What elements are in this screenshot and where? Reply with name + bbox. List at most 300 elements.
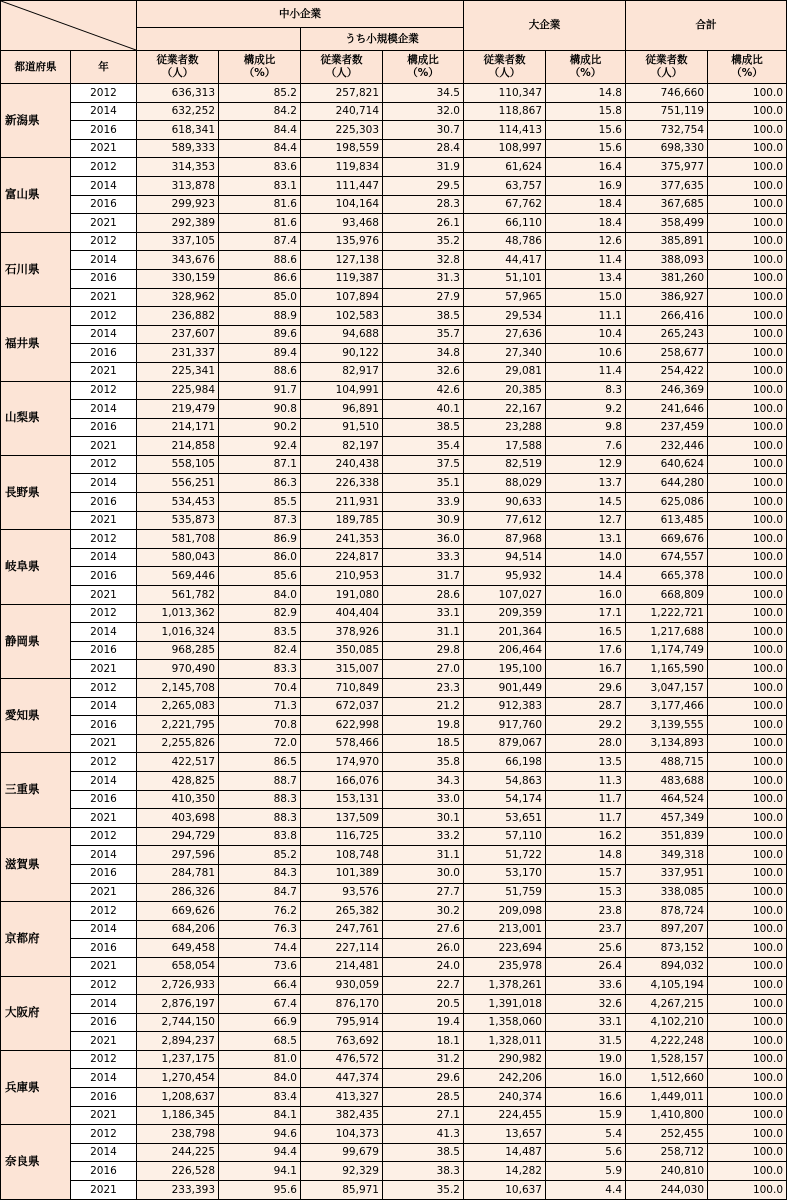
prefecture-cell: 三重県 (1, 753, 71, 827)
value-cell: 15.0 (546, 288, 626, 307)
value-cell: 95.6 (219, 1181, 301, 1200)
value-cell: 3,134,893 (626, 734, 708, 753)
value-cell: 328,962 (137, 288, 219, 307)
value-cell: 18.1 (383, 1032, 464, 1051)
value-cell: 100.0 (708, 1013, 787, 1032)
value-cell: 2,876,197 (137, 995, 219, 1014)
table-row (1, 679, 787, 698)
year-cell: 2014 (71, 623, 137, 642)
value-cell: 100.0 (708, 158, 787, 177)
value-cell: 580,043 (137, 548, 219, 567)
value-cell: 214,858 (137, 437, 219, 456)
value-cell: 483,688 (626, 771, 708, 790)
header-pref: 都道府県 (1, 51, 71, 84)
value-cell: 73.6 (219, 957, 301, 976)
value-cell: 35.4 (383, 437, 464, 456)
value-cell: 57,965 (464, 288, 546, 307)
value-cell: 84.3 (219, 864, 301, 883)
value-cell: 4.4 (546, 1181, 626, 1200)
value-cell: 100.0 (708, 1181, 787, 1200)
year-cell: 2016 (71, 418, 137, 437)
value-cell: 2,894,237 (137, 1032, 219, 1051)
value-cell: 32.6 (546, 995, 626, 1014)
value-cell: 556,251 (137, 474, 219, 493)
value-cell: 137,509 (301, 809, 383, 828)
value-cell: 14.4 (546, 567, 626, 586)
value-cell: 314,353 (137, 158, 219, 177)
value-cell: 558,105 (137, 455, 219, 474)
value-cell: 29.2 (546, 716, 626, 735)
table-row (1, 195, 787, 214)
value-cell: 668,809 (626, 586, 708, 605)
value-cell: 26.4 (546, 957, 626, 976)
value-cell: 1,270,454 (137, 1069, 219, 1088)
value-cell: 214,481 (301, 957, 383, 976)
value-cell: 403,698 (137, 809, 219, 828)
year-cell: 2021 (71, 734, 137, 753)
header-total-employees: 従業者数 （人） (626, 51, 708, 84)
table-row (1, 381, 787, 400)
table-row (1, 1050, 787, 1069)
value-cell: 102,583 (301, 307, 383, 326)
value-cell: 104,164 (301, 195, 383, 214)
value-cell: 24.0 (383, 957, 464, 976)
value-cell: 76.3 (219, 920, 301, 939)
value-cell: 14,282 (464, 1162, 546, 1181)
value-cell: 100.0 (708, 530, 787, 549)
value-cell: 91.7 (219, 381, 301, 400)
value-cell: 100.0 (708, 288, 787, 307)
value-cell: 225,303 (301, 121, 383, 140)
prefecture-cell: 富山県 (1, 158, 71, 232)
value-cell: 82.4 (219, 641, 301, 660)
value-cell: 581,708 (137, 530, 219, 549)
value-cell: 5.6 (546, 1143, 626, 1162)
value-cell: 100.0 (708, 121, 787, 140)
year-cell: 2014 (71, 251, 137, 270)
value-cell: 410,350 (137, 790, 219, 809)
value-cell: 88.9 (219, 307, 301, 326)
value-cell: 286,326 (137, 883, 219, 902)
value-cell: 95,932 (464, 567, 546, 586)
year-cell: 2021 (71, 214, 137, 233)
year-cell: 2021 (71, 288, 137, 307)
value-cell: 14.5 (546, 493, 626, 512)
year-cell: 2012 (71, 902, 137, 921)
value-cell: 5.4 (546, 1125, 626, 1144)
year-cell: 2012 (71, 1125, 137, 1144)
table-row (1, 697, 787, 716)
value-cell: 84.4 (219, 139, 301, 158)
value-cell: 578,466 (301, 734, 383, 753)
year-cell: 2016 (71, 1088, 137, 1107)
year-cell: 2012 (71, 530, 137, 549)
value-cell: 88,029 (464, 474, 546, 493)
value-cell: 665,378 (626, 567, 708, 586)
value-cell: 201,364 (464, 623, 546, 642)
value-cell: 30.2 (383, 902, 464, 921)
value-cell: 13.7 (546, 474, 626, 493)
table-row (1, 344, 787, 363)
table-row (1, 660, 787, 679)
year-cell: 2021 (71, 1032, 137, 1051)
value-cell: 15.3 (546, 883, 626, 902)
value-cell: 644,280 (626, 474, 708, 493)
value-cell: 30.9 (383, 511, 464, 530)
value-cell: 100.0 (708, 307, 787, 326)
value-cell: 9.2 (546, 400, 626, 419)
value-cell: 100.0 (708, 1143, 787, 1162)
value-cell: 299,923 (137, 195, 219, 214)
year-cell: 2021 (71, 660, 137, 679)
value-cell: 54,174 (464, 790, 546, 809)
value-cell: 1,512,660 (626, 1069, 708, 1088)
value-cell: 33.6 (546, 976, 626, 995)
value-cell: 211,931 (301, 493, 383, 512)
value-cell: 100.0 (708, 567, 787, 586)
table-row (1, 809, 787, 828)
value-cell: 22.7 (383, 976, 464, 995)
value-cell: 100.0 (708, 84, 787, 103)
value-cell: 258,712 (626, 1143, 708, 1162)
value-cell: 1,358,060 (464, 1013, 546, 1032)
value-cell: 351,839 (626, 827, 708, 846)
table-row (1, 530, 787, 549)
value-cell: 252,455 (626, 1125, 708, 1144)
value-cell: 224,817 (301, 548, 383, 567)
value-cell: 1,237,175 (137, 1050, 219, 1069)
value-cell: 100.0 (708, 362, 787, 381)
value-cell: 100.0 (708, 697, 787, 716)
value-cell: 244,030 (626, 1181, 708, 1200)
value-cell: 87.1 (219, 455, 301, 474)
value-cell: 378,926 (301, 623, 383, 642)
value-cell: 93,468 (301, 214, 383, 233)
table-row (1, 307, 787, 326)
value-cell: 11.3 (546, 771, 626, 790)
header-small-ratio: 構成比 （%） (383, 51, 464, 84)
value-cell: 1,174,749 (626, 641, 708, 660)
value-cell: 100.0 (708, 679, 787, 698)
value-cell: 23.8 (546, 902, 626, 921)
value-cell: 12.9 (546, 455, 626, 474)
value-cell: 19.8 (383, 716, 464, 735)
value-cell: 82,197 (301, 437, 383, 456)
value-cell: 3,139,555 (626, 716, 708, 735)
value-cell: 1,222,721 (626, 604, 708, 623)
value-cell: 116,725 (301, 827, 383, 846)
value-cell: 27.9 (383, 288, 464, 307)
value-cell: 254,422 (626, 362, 708, 381)
value-cell: 85,971 (301, 1181, 383, 1200)
table-row (1, 1069, 787, 1088)
value-cell: 35.2 (383, 232, 464, 251)
value-cell: 31.7 (383, 567, 464, 586)
table-row (1, 1013, 787, 1032)
value-cell: 100.0 (708, 883, 787, 902)
table-row (1, 232, 787, 251)
table-row (1, 474, 787, 493)
value-cell: 100.0 (708, 232, 787, 251)
value-cell: 14,487 (464, 1143, 546, 1162)
year-cell: 2014 (71, 474, 137, 493)
year-cell: 2014 (71, 771, 137, 790)
value-cell: 746,660 (626, 84, 708, 103)
value-cell: 386,927 (626, 288, 708, 307)
table-row (1, 734, 787, 753)
value-cell: 33.1 (383, 604, 464, 623)
value-cell: 1,391,018 (464, 995, 546, 1014)
value-cell: 83.4 (219, 1088, 301, 1107)
value-cell: 108,748 (301, 846, 383, 865)
value-cell: 258,677 (626, 344, 708, 363)
value-cell: 100.0 (708, 139, 787, 158)
year-cell: 2016 (71, 493, 137, 512)
prefecture-cell: 愛知県 (1, 679, 71, 753)
value-cell: 86.0 (219, 548, 301, 567)
value-cell: 14.8 (546, 84, 626, 103)
value-cell: 240,438 (301, 455, 383, 474)
prefecture-cell: 長野県 (1, 455, 71, 529)
value-cell: 90,633 (464, 493, 546, 512)
value-cell: 33.9 (383, 493, 464, 512)
value-cell: 34.8 (383, 344, 464, 363)
header-total-ratio: 構成比 （%） (708, 51, 787, 84)
value-cell: 422,517 (137, 753, 219, 772)
value-cell: 238,798 (137, 1125, 219, 1144)
value-cell: 2,255,826 (137, 734, 219, 753)
value-cell: 240,714 (301, 102, 383, 121)
value-cell: 90.2 (219, 418, 301, 437)
value-cell: 28.4 (383, 139, 464, 158)
value-cell: 74.4 (219, 939, 301, 958)
value-cell: 290,982 (464, 1050, 546, 1069)
value-cell: 10.6 (546, 344, 626, 363)
value-cell: 29.8 (383, 641, 464, 660)
value-cell: 27.6 (383, 920, 464, 939)
value-cell: 9.8 (546, 418, 626, 437)
value-cell: 84.7 (219, 883, 301, 902)
table-row (1, 567, 787, 586)
value-cell: 457,349 (626, 809, 708, 828)
value-cell: 1,528,157 (626, 1050, 708, 1069)
value-cell: 31.5 (546, 1032, 626, 1051)
value-cell: 214,171 (137, 418, 219, 437)
value-cell: 12.6 (546, 232, 626, 251)
value-cell: 67,762 (464, 195, 546, 214)
value-cell: 100.0 (708, 623, 787, 642)
value-cell: 35.8 (383, 753, 464, 772)
value-cell: 100.0 (708, 418, 787, 437)
header-small: うち小規模企業 (301, 28, 464, 51)
value-cell: 29.5 (383, 176, 464, 195)
value-cell: 206,464 (464, 641, 546, 660)
value-cell: 18.4 (546, 214, 626, 233)
value-cell: 658,054 (137, 957, 219, 976)
prefecture-cell: 静岡県 (1, 604, 71, 678)
value-cell: 377,635 (626, 176, 708, 195)
value-cell: 89.4 (219, 344, 301, 363)
year-cell: 2016 (71, 344, 137, 363)
value-cell: 226,338 (301, 474, 383, 493)
value-cell: 241,353 (301, 530, 383, 549)
value-cell: 100.0 (708, 437, 787, 456)
value-cell: 213,001 (464, 920, 546, 939)
value-cell: 66.9 (219, 1013, 301, 1032)
value-cell: 640,624 (626, 455, 708, 474)
value-cell: 38.3 (383, 1162, 464, 1181)
value-cell: 111,447 (301, 176, 383, 195)
year-cell: 2021 (71, 586, 137, 605)
table-row (1, 1106, 787, 1125)
prefecture-cell: 滋賀県 (1, 827, 71, 901)
value-cell: 17,588 (464, 437, 546, 456)
value-cell: 100.0 (708, 195, 787, 214)
value-cell: 51,759 (464, 883, 546, 902)
value-cell: 464,524 (626, 790, 708, 809)
value-cell: 87.4 (219, 232, 301, 251)
value-cell: 100.0 (708, 493, 787, 512)
value-cell: 970,490 (137, 660, 219, 679)
value-cell: 912,383 (464, 697, 546, 716)
value-cell: 27,636 (464, 325, 546, 344)
value-cell: 10,637 (464, 1181, 546, 1200)
value-cell: 16.0 (546, 1069, 626, 1088)
value-cell: 100.0 (708, 995, 787, 1014)
value-cell: 100.0 (708, 1050, 787, 1069)
value-cell: 57,110 (464, 827, 546, 846)
value-cell: 447,374 (301, 1069, 383, 1088)
value-cell: 14.0 (546, 548, 626, 567)
value-cell: 107,027 (464, 586, 546, 605)
value-cell: 1,328,011 (464, 1032, 546, 1051)
table-row (1, 846, 787, 865)
table-row (1, 976, 787, 995)
year-cell: 2014 (71, 697, 137, 716)
year-cell: 2014 (71, 176, 137, 195)
value-cell: 14.8 (546, 846, 626, 865)
value-cell: 100.0 (708, 771, 787, 790)
year-cell: 2012 (71, 1050, 137, 1069)
table-body (1, 84, 787, 1200)
value-cell: 35.2 (383, 1181, 464, 1200)
value-cell: 233,393 (137, 1181, 219, 1200)
value-cell: 622,998 (301, 716, 383, 735)
prefecture-cell: 大阪府 (1, 976, 71, 1050)
table-row (1, 437, 787, 456)
value-cell: 72.0 (219, 734, 301, 753)
value-cell: 28.5 (383, 1088, 464, 1107)
prefecture-cell: 福井県 (1, 307, 71, 381)
value-cell: 104,373 (301, 1125, 383, 1144)
value-cell: 32.0 (383, 102, 464, 121)
year-cell: 2016 (71, 195, 137, 214)
value-cell: 100.0 (708, 809, 787, 828)
value-cell: 266,416 (626, 307, 708, 326)
value-cell: 100.0 (708, 269, 787, 288)
value-cell: 223,694 (464, 939, 546, 958)
value-cell: 33.0 (383, 790, 464, 809)
header-large: 大企業 (464, 1, 626, 51)
value-cell: 84.1 (219, 1106, 301, 1125)
value-cell: 618,341 (137, 121, 219, 140)
value-cell: 77,612 (464, 511, 546, 530)
year-cell: 2016 (71, 641, 137, 660)
header-small-employees: 従業者数 （人） (301, 51, 383, 84)
table-row (1, 586, 787, 605)
value-cell: 88.3 (219, 790, 301, 809)
value-cell: 224,455 (464, 1106, 546, 1125)
year-cell: 2021 (71, 1106, 137, 1125)
prefecture-cell: 新潟県 (1, 84, 71, 158)
value-cell: 33.2 (383, 827, 464, 846)
value-cell: 86.9 (219, 530, 301, 549)
value-cell: 31.2 (383, 1050, 464, 1069)
value-cell: 240,810 (626, 1162, 708, 1181)
year-cell: 2016 (71, 716, 137, 735)
value-cell: 83.5 (219, 623, 301, 642)
value-cell: 18.5 (383, 734, 464, 753)
prefecture-cell: 奈良県 (1, 1125, 71, 1199)
value-cell: 1,013,362 (137, 604, 219, 623)
value-cell: 294,729 (137, 827, 219, 846)
value-cell: 100.0 (708, 734, 787, 753)
table-row (1, 400, 787, 419)
value-cell: 879,067 (464, 734, 546, 753)
value-cell: 763,692 (301, 1032, 383, 1051)
table-row (1, 716, 787, 735)
value-cell: 31.3 (383, 269, 464, 288)
value-cell: 4,267,215 (626, 995, 708, 1014)
value-cell: 37.5 (383, 455, 464, 474)
value-cell: 257,821 (301, 84, 383, 103)
table-row (1, 995, 787, 1014)
value-cell: 94.6 (219, 1125, 301, 1144)
value-cell: 153,131 (301, 790, 383, 809)
value-cell: 81.6 (219, 214, 301, 233)
value-cell: 684,206 (137, 920, 219, 939)
value-cell: 3,177,466 (626, 697, 708, 716)
value-cell: 100.0 (708, 344, 787, 363)
prefecture-cell: 山梨県 (1, 381, 71, 455)
value-cell: 38.5 (383, 1143, 464, 1162)
table-row (1, 325, 787, 344)
value-cell: 90.8 (219, 400, 301, 419)
value-cell: 38.5 (383, 307, 464, 326)
value-cell: 94,514 (464, 548, 546, 567)
value-cell: 88.3 (219, 809, 301, 828)
value-cell: 83.8 (219, 827, 301, 846)
value-cell: 100.0 (708, 790, 787, 809)
value-cell: 107,894 (301, 288, 383, 307)
value-cell: 381,260 (626, 269, 708, 288)
value-cell: 76.2 (219, 902, 301, 921)
header-sme-ratio: 構成比 （%） (219, 51, 301, 84)
year-cell: 2012 (71, 307, 137, 326)
value-cell: 476,572 (301, 1050, 383, 1069)
value-cell: 13.4 (546, 269, 626, 288)
value-cell: 1,449,011 (626, 1088, 708, 1107)
year-cell: 2016 (71, 269, 137, 288)
value-cell: 625,086 (626, 493, 708, 512)
value-cell: 225,341 (137, 362, 219, 381)
value-cell: 100.0 (708, 827, 787, 846)
year-cell: 2016 (71, 567, 137, 586)
value-cell: 649,458 (137, 939, 219, 958)
value-cell: 189,785 (301, 511, 383, 530)
value-cell: 114,413 (464, 121, 546, 140)
table-row (1, 121, 787, 140)
